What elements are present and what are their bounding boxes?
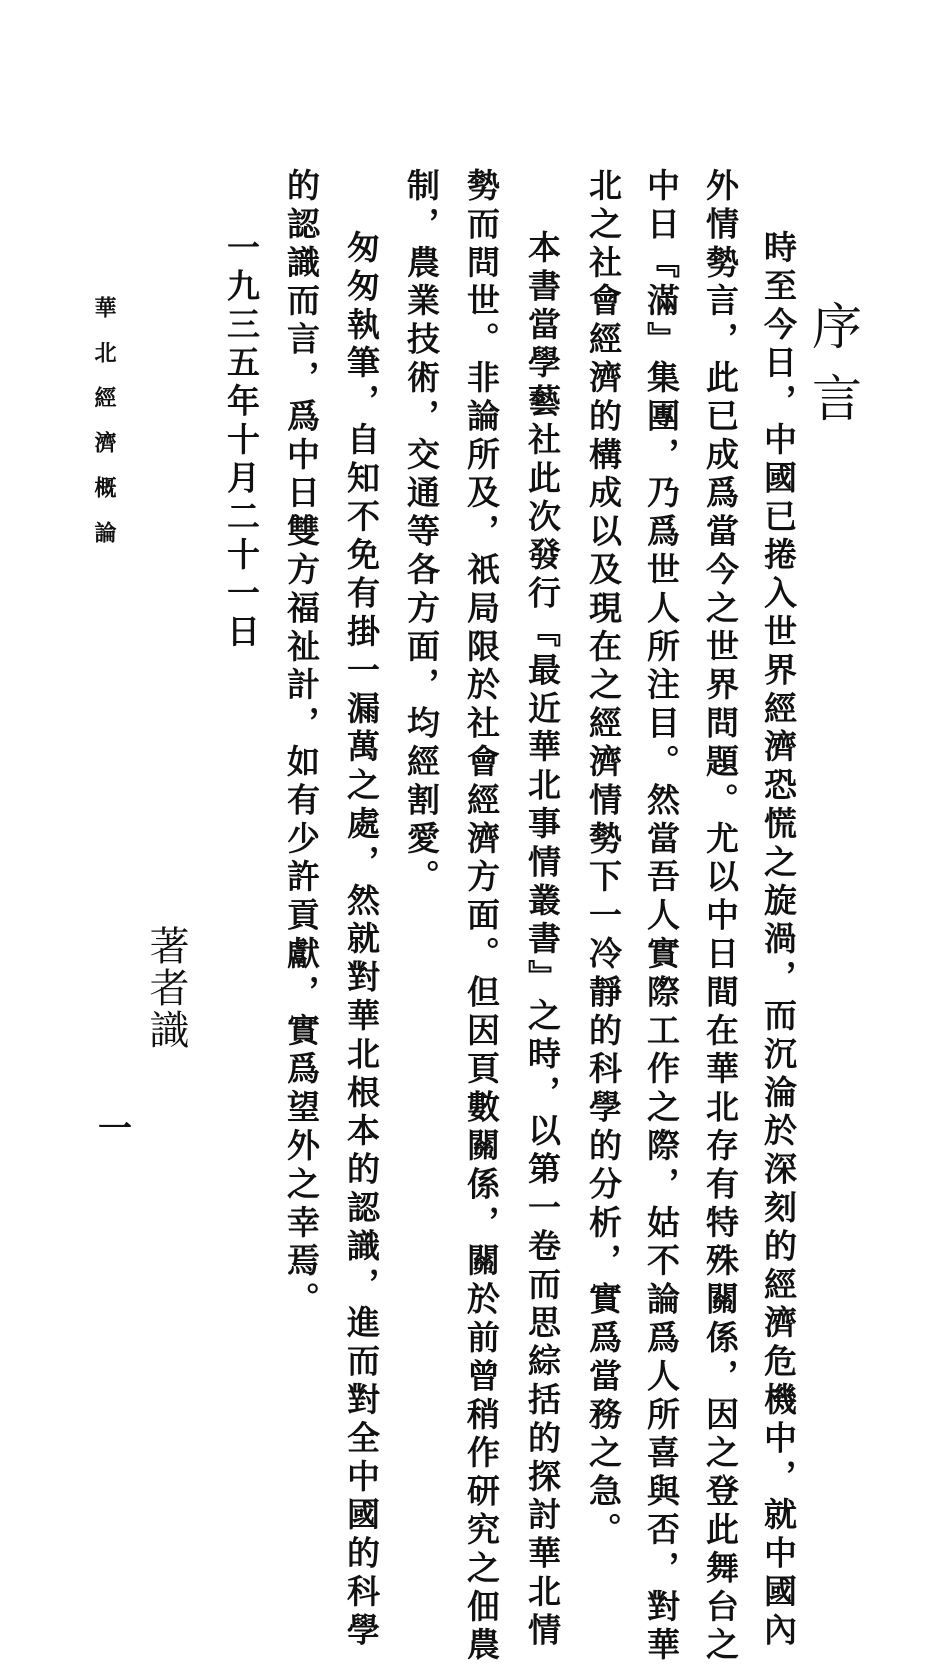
paragraph-2-line-2: 勢而問世。非論所及，祇局限於社會經濟方面。但因頁數關係，關於前曾稍作研究之佃農 (462, 168, 501, 1666)
page-number: 一 (98, 1109, 132, 1149)
author-signature: 著者識 (143, 925, 189, 1051)
paragraph-1-line-2: 外情勢言，此已成爲當今之世界問題。尤以中日間在華北存有特殊關係，因之登此舞台之 (701, 168, 740, 1666)
paragraph-1-line-1: 時至今日，中國已捲入世界經濟恐慌之旋渦，而沉淪於深刻的經濟危機中，就中國內 (759, 230, 798, 1651)
margin-book-title: 華北經濟概論 (91, 296, 117, 566)
paragraph-1-line-3: 中日『滿』集團，乃爲世人所注目。然當吾人實際工作之際，姑不論爲人所喜與否，對華 (642, 168, 681, 1666)
paragraph-3-line-2: 的認識而言，爲中日雙方福祉計，如有少許貢獻，實爲望外之幸焉。 (282, 168, 321, 1320)
paragraph-2-line-3: 制，農業技術，交通等各方面，均經割愛。 (402, 168, 441, 898)
date-line: 一九三五年十月二十一日 (222, 230, 261, 653)
paragraph-1-line-4: 北之社會經濟的構成以及現在之經濟情勢下一冷靜的科學的分析，實爲當務之急。 (584, 168, 623, 1551)
paragraph-2-line-1: 本書當學藝社此次發行『最近華北事情叢書』之時，以第一卷而思綜括的探討華北情 (523, 230, 562, 1651)
page-title: 序言 (804, 300, 862, 444)
paragraph-3-line-1: 匆匆執筆，自知不免有掛一漏萬之處，然就對華北根本的認識，進而對全中國的科學 (342, 230, 381, 1651)
